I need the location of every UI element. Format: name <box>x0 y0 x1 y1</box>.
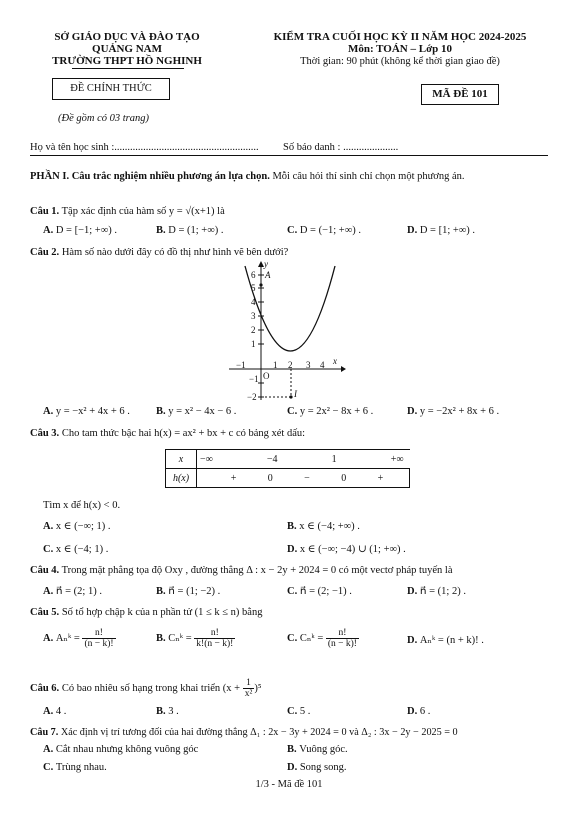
q1-option-c: C. D = (−1; +∞) . <box>287 225 361 236</box>
q2-option-c: C. y = 2x² − 8x + 6 . <box>287 406 374 417</box>
x-tick-minus1: −1 <box>236 360 246 370</box>
q2-option-d: D. y = −2x² + 8x + 6 . <box>407 406 500 417</box>
point-i-label: I <box>294 389 297 399</box>
question-1 <box>30 205 225 218</box>
q6-option-b: B. 3 . <box>156 706 179 717</box>
q4-option-c: C. n⃗ = (2; −1) . <box>287 586 352 597</box>
q7-option-d: D. Song song. <box>287 762 347 773</box>
official-badge: ĐỀ CHÍNH THỨC <box>52 78 170 100</box>
y-tick-2: 2 <box>251 325 256 335</box>
q6-expression: (x + $\frac{1}{\text{x²}}$ )⁵ <box>222 678 262 699</box>
q7-option-a: A. Cắt nhau nhưng không vuông góc <box>43 744 199 755</box>
q4-option-b: B. n⃗ = (1; −2) . <box>156 586 221 597</box>
page-footer: 1/3 - Mã đề 101 <box>255 779 323 790</box>
q5-option-b: B. Cₙᵏ = $\frac{n!}{k!(n - k)!}$ <box>156 628 234 649</box>
parabola-curve <box>245 266 335 351</box>
question-3 <box>30 427 305 440</box>
origin-label: O <box>263 371 270 381</box>
q7-text: Xác định vị trí tương đối của hai đường thẳng Δ₁ : 2x − 3y + 2024 = 0 và Δ₂ : 3x − 2y − 2025 = 0 <box>60 727 458 738</box>
y-tick-minus1: −1 <box>249 374 259 384</box>
point-a-label: A <box>265 270 271 280</box>
x-axis-arrow <box>341 366 346 372</box>
q5-option-c: C. Cₙᵏ = $\frac{n!}{(n - k)!}$ <box>287 628 357 649</box>
q1-option-a: A. D = [−1; +∞) . <box>43 225 117 236</box>
q1-option-b: B. D = (1; +∞) . <box>156 225 224 236</box>
q3-prompt: Tìm x để h(x) < 0. <box>43 500 121 511</box>
x-tick-4: 4 <box>320 360 325 370</box>
y-tick-6: 6 <box>251 270 256 280</box>
q7-label: Câu 7. <box>30 727 59 738</box>
q6-text: Có bao nhiêu số hạng trong khai triển <box>61 682 221 694</box>
q2-label: Câu 2. <box>30 247 60 258</box>
q3-option-a: A. x ∈ (−∞; 1) . <box>43 521 111 532</box>
q1-option-d: D. D = [1; +∞) . <box>407 225 476 236</box>
q4-text: Trong mặt phẳng tọa độ Oxy , đường thẳng Δ : x − 2y + 2024 = 0 có một vectơ pháp tuyến là <box>61 565 453 576</box>
q4-option-d: D. n⃗ = (1; 2) . <box>407 586 466 597</box>
question-6 <box>30 678 262 699</box>
part1-title: PHẦN I. Câu trắc nghiệm nhiều phương án lựa chọn. <box>30 171 270 182</box>
q6-label: Câu 6. <box>30 682 60 694</box>
sign-table-cell: + 0 − 0 + <box>197 469 410 488</box>
x-tick-1: 1 <box>273 360 278 370</box>
school-name: TRƯỜNG THPT HỒ NGHINH <box>52 55 202 67</box>
q3-text: Cho tam thức bậc hai h(x) = ax² + bx + c có bảng xét dấu: <box>61 428 306 439</box>
q7-option-b: B. Vuông góc. <box>287 744 348 755</box>
exam-code-badge: MÃ ĐỀ 101 <box>421 84 499 105</box>
pages-note: (Đề gồm có 03 trang) <box>58 113 149 124</box>
student-name-field: Họ và tên học sinh :....................................................... <box>30 142 259 153</box>
exam-title: KIỂM TRA CUỐI HỌC KỲ II NĂM HỌC 2024-2025 <box>273 31 527 43</box>
x-tick-2: 2 <box>288 360 293 370</box>
q2-text: Hàm số nào dưới đây có đồ thị như hình vẽ bên dưới? <box>61 247 289 258</box>
q5-option-d: D. Aₙᵏ = (n + k)! . <box>407 635 484 646</box>
point-i-dot <box>289 395 292 398</box>
x-axis-label: x <box>333 356 337 366</box>
sign-table-cell: h(x) <box>166 469 197 488</box>
q5-label: Câu 5. <box>30 607 60 618</box>
q3-option-d: D. x ∈ (−∞; −4) ∪ (1; +∞) . <box>287 544 406 555</box>
q7-option-c: C. Trùng nhau. <box>43 762 107 773</box>
header-divider <box>30 155 548 156</box>
y-tick-1: 1 <box>251 339 256 349</box>
y-tick-5: 5 <box>251 283 256 293</box>
sign-table-cell: x <box>166 450 197 469</box>
y-tick-minus2: −2 <box>247 392 257 402</box>
question-7 <box>30 726 458 739</box>
sign-table-row-h <box>166 469 410 488</box>
q5-option-a: A. Aₙᵏ = $\frac{n!}{(n - k)!}$ <box>43 628 114 649</box>
exam-duration: Thời gian: 90 phút (không kể thời gian giao đề) <box>300 56 500 67</box>
y-tick-3: 3 <box>251 311 256 321</box>
y-tick-4: 4 <box>251 297 256 307</box>
province-name: QUẢNG NAM <box>92 43 162 55</box>
sign-table <box>165 449 410 488</box>
point-a-dot <box>259 283 262 286</box>
q6-option-a: A. 4 . <box>43 706 67 717</box>
question-5 <box>30 606 262 619</box>
q3-label: Câu 3. <box>30 428 60 439</box>
header-underline <box>72 68 184 69</box>
y-axis-label: y <box>264 259 268 269</box>
sign-table-row-x <box>166 450 410 469</box>
q2-option-a: A. y = −x² + 4x + 6 . <box>43 406 130 417</box>
q3-option-b: B. x ∈ (−4; +∞) . <box>287 521 360 532</box>
q4-option-a: A. n⃗ = (2; 1) . <box>43 586 102 597</box>
sign-table-cell: −∞ −4 1 +∞ <box>197 450 410 469</box>
question-4 <box>30 564 453 577</box>
parabola-graph <box>225 258 350 403</box>
part1-instruction: Mỗi câu hỏi thí sinh chỉ chọn một phương án. <box>269 171 465 182</box>
q3-option-c: C. x ∈ (−4; 1) . <box>43 544 109 555</box>
student-id-field: Số báo danh : ..................... <box>283 142 399 153</box>
q1-text: Tập xác định của hàm số y = √(x+1) là <box>61 206 225 217</box>
q2-option-b: B. y = x² − 4x − 6 . <box>156 406 237 417</box>
x-tick-3: 3 <box>306 360 311 370</box>
q4-label: Câu 4. <box>30 565 60 576</box>
subject-title: Môn: TOÁN – Lớp 10 <box>347 43 453 55</box>
q5-text: Số tổ hợp chập k của n phần tử (1 ≤ k ≤ n) bằng <box>61 607 263 618</box>
q1-label: Câu 1. <box>30 206 60 217</box>
q6-option-c: C. 5 . <box>287 706 311 717</box>
q6-option-d: D. 6 . <box>407 706 431 717</box>
dept-name: SỞ GIÁO DỤC VÀ ĐÀO TẠO <box>54 31 200 43</box>
part1-heading <box>30 170 465 183</box>
